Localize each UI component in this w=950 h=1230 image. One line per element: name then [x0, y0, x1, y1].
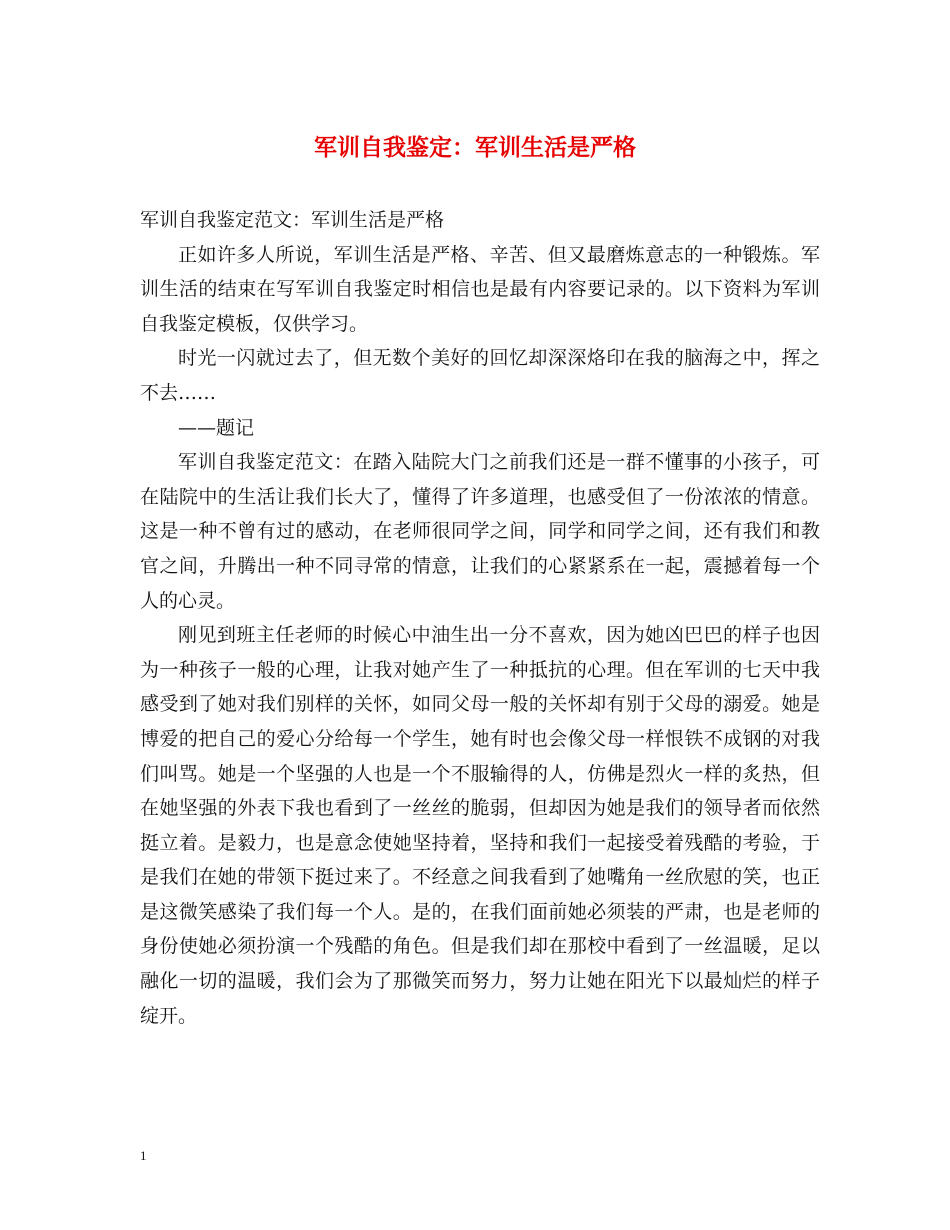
epigraph-attribution: ——题记 [178, 416, 255, 439]
page-number: 1 [140, 1148, 147, 1163]
document-title: 军训自我鉴定：军训生活是严格 [314, 134, 636, 161]
body-paragraph: 时光一闪就过去了，但无数个美好的回忆却深深烙印在我的脑海之中，挥之不去…… [140, 347, 820, 404]
subtitle-paragraph: 军训自我鉴定范文：军训生活是严格 [140, 209, 445, 231]
document-body [140, 203, 820, 1033]
body-paragraph: 军训自我鉴定范文：在踏入陆院大门之前我们还是一群不懂事的小孩子，可在陆院中的生活让我们长大了，懂得了许多道理，也感受但了一份浓浓的情意。这是一种不曾有过的感动，在老师很同学之间，同学和同学之间，还有我们和教官之间，升腾出一种不同寻常的情意，让我们的心紧紧系在一起，震撼着每一个人的心灵。 [140, 451, 820, 612]
body-paragraph: 正如许多人所说，军训生活是严格、辛苦、但又最磨炼意志的一种锻炼。军训生活的结束在写军训自我鉴定时相信也是最有内容要记录的。以下资料为军训自我鉴定模板，仅供学习。 [140, 243, 820, 335]
body-paragraph: 刚见到班主任老师的时候心中油生出一分不喜欢，因为她凶巴巴的样子也因为一种孩子一般的心理，让我对她产生了一种抵抗的心理。但在军训的七天中我感受到了她对我们别样的关怀，如同父母一般的关怀却有别于父母的溺爱。她是博爱的把自己的爱心分给每一个学生，她有时也会像父母一样恨铁不成钢的对我们叫骂。她是一个坚强的人也是一个不服输得的人，仿佛是烈火一样的炙热，但在她坚强的外表下我也看到了一丝丝的脆弱，但却因为她是我们的领导者而依然挺立着。是毅力，也是意念使她坚持着，坚持和我们一起接受着残酷的考验，于是我们在她的带领下挺过来了。不经意之间我看到了她嘴角一丝欣慰的笑，也正是这微笑感染了我们每一个人。是的，在我们面前她必须装的严肃，也是老师的身份使她必须扮演一个残酷的角色。但是我们却在那校中看到了一丝温暖，足以融化一切的温暖，我们会为了那微笑而努力，努力让她在阳光下以最灿烂的样子绽开。 [140, 624, 820, 1027]
